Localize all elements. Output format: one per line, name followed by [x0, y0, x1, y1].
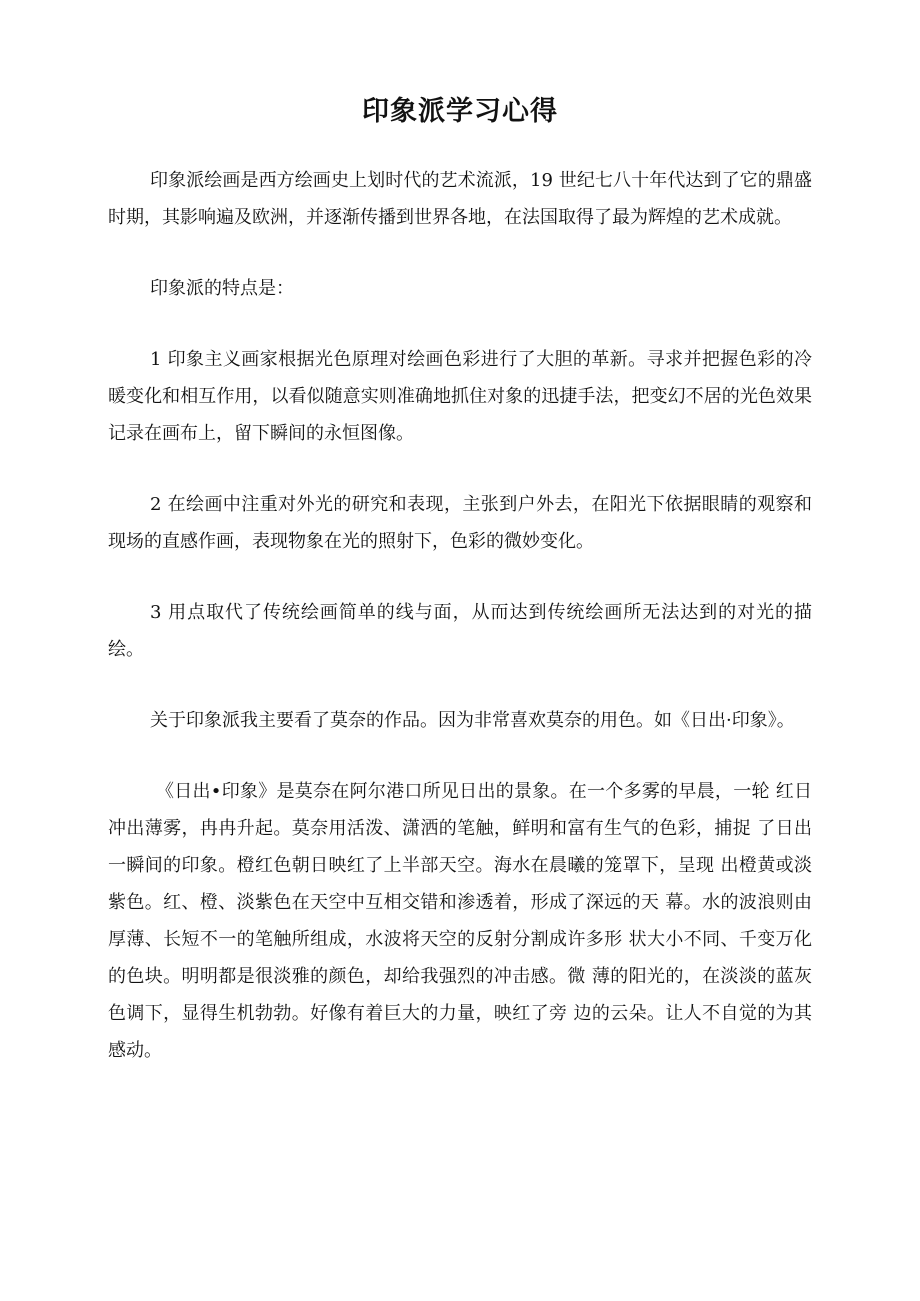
- paragraph-intro: 印象派绘画是西方绘画史上划时代的艺术流派，19 世纪七八十年代达到了它的鼎盛时期，其影响遍及欧洲，并逐渐传播到世界各地，在法国取得了最为辉煌的艺术成就。: [108, 170, 812, 228]
- paragraph-features-heading: 印象派的特点是：: [150, 278, 294, 299]
- document-body: [108, 162, 812, 1069]
- document-title: 印象派学习心得: [362, 96, 558, 127]
- paragraph-sunrise-description: 《日出•印象》是莫奈在阿尔港口所见日出的景象。在一个多雾的早晨，一轮 红日冲出薄雾，冉冉升起。莫奈用活泼、潇洒的笔触，鲜明和富有生气的色彩，捕捉 了日出一瞬间的印象。橙红色朝日映红了上半部天空。海水在晨曦的笼罩下，呈现 出橙黄或淡紫色。红、橙、淡紫色在天空中互相交错和渗透着，形成了深远的天 幕。水的波浪则由厚薄、长短不一的笔触所组成，水波将天空的反射分割成许多形 状大小不同、千变万化的色块。明明都是很淡雅的颜色，却给我强烈的冲击感。微 薄的阳光的，在淡淡的蓝灰色调下，显得生机勃勃。好像有着巨大的力量，映红了旁 边的云朵。让人不自觉的为其感动。: [108, 781, 812, 1061]
- paragraph-feature-2: 2 在绘画中注重对外光的研究和表现，主张到户外去，在阳光下依据眼睛的观察和现场的直感作画，表现物象在光的照射下，色彩的微妙变化。: [108, 494, 812, 552]
- paragraph-feature-1: 1 印象主义画家根据光色原理对绘画色彩进行了大胆的革新。寻求并把握色彩的冷暖变化和相互作用，以看似随意实则准确地抓住对象的迅捷手法，把变幻不居的光色效果记录在画布上，留下瞬间的永恒图像。: [108, 349, 812, 444]
- paragraph-feature-3: 3 用点取代了传统绘画简单的线与面，从而达到传统绘画所无法达到的对光的描绘。: [108, 602, 812, 660]
- paragraph-monet-intro: 关于印象派我主要看了莫奈的作品。因为非常喜欢莫奈的用色。如《日出·印象》。: [150, 710, 795, 731]
